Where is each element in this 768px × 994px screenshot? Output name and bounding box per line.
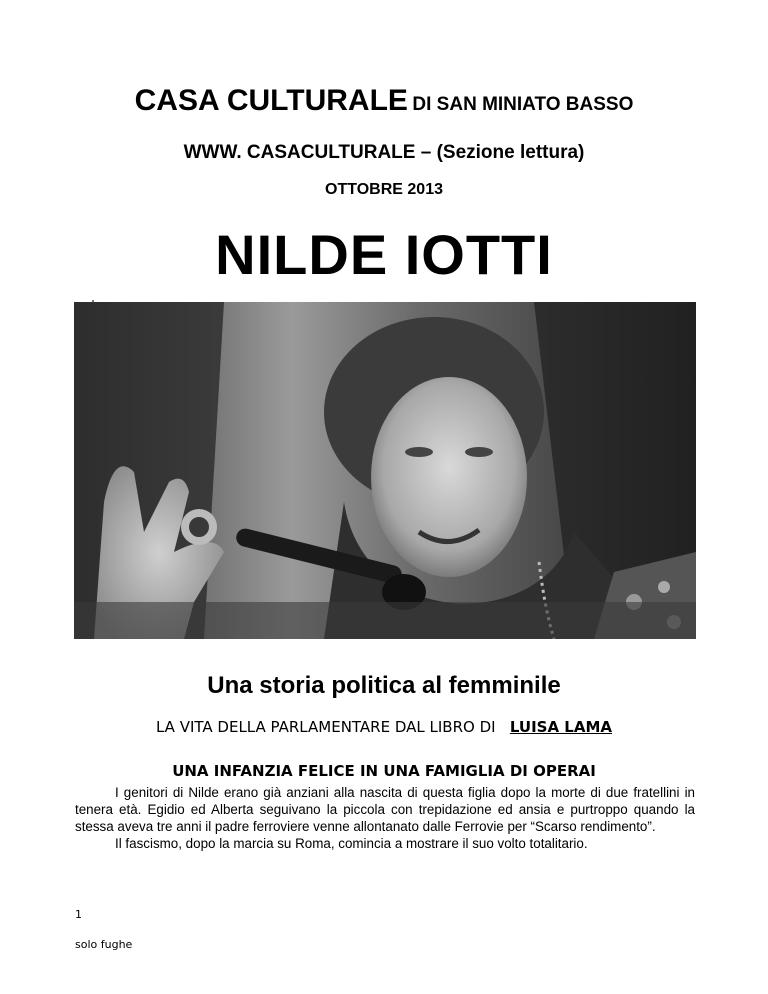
body-text <box>75 784 695 852</box>
page-number: 1 <box>75 908 82 921</box>
portrait-photo <box>74 302 696 639</box>
page-title <box>0 84 768 118</box>
website-line: WWW. CASACULTURALE – (Sezione lettura) <box>183 142 585 163</box>
subject-name: NILDE IOTTI <box>215 223 553 286</box>
paragraph: Il fascismo, dopo la marcia su Roma, comincia a mostrare il suo volto totalitario. <box>115 836 588 851</box>
date-line: OTTOBRE 2013 <box>325 181 443 198</box>
title-main: CASA CULTURALE <box>134 84 408 117</box>
paragraph: I genitori di Nilde erano già anziani alla nascita di questa figlia dopo la morte di due fratellini in tenera età. Egidio ed Alberta seguivano la piccola con trepidazione ed ansia e purtroppo quando la stessa aveva tre anni il padre ferroviere venne allontanato dalle Ferrovie per “Scarso rendimento”. <box>75 785 695 834</box>
book-line-prefix: LA VITA DELLA PARLAMENTARE DAL LIBRO DI <box>155 718 496 736</box>
footer-text: solo fughe <box>75 938 133 951</box>
title-location: DI SAN MINIATO BASSO <box>412 94 634 115</box>
subtitle: Una storia politica al femminile <box>207 672 561 699</box>
book-line <box>0 718 768 736</box>
book-author: LUISA LAMA <box>509 718 612 736</box>
section-heading: UNA INFANZIA FELICE IN UNA FAMIGLIA DI OPERAI <box>172 762 596 780</box>
